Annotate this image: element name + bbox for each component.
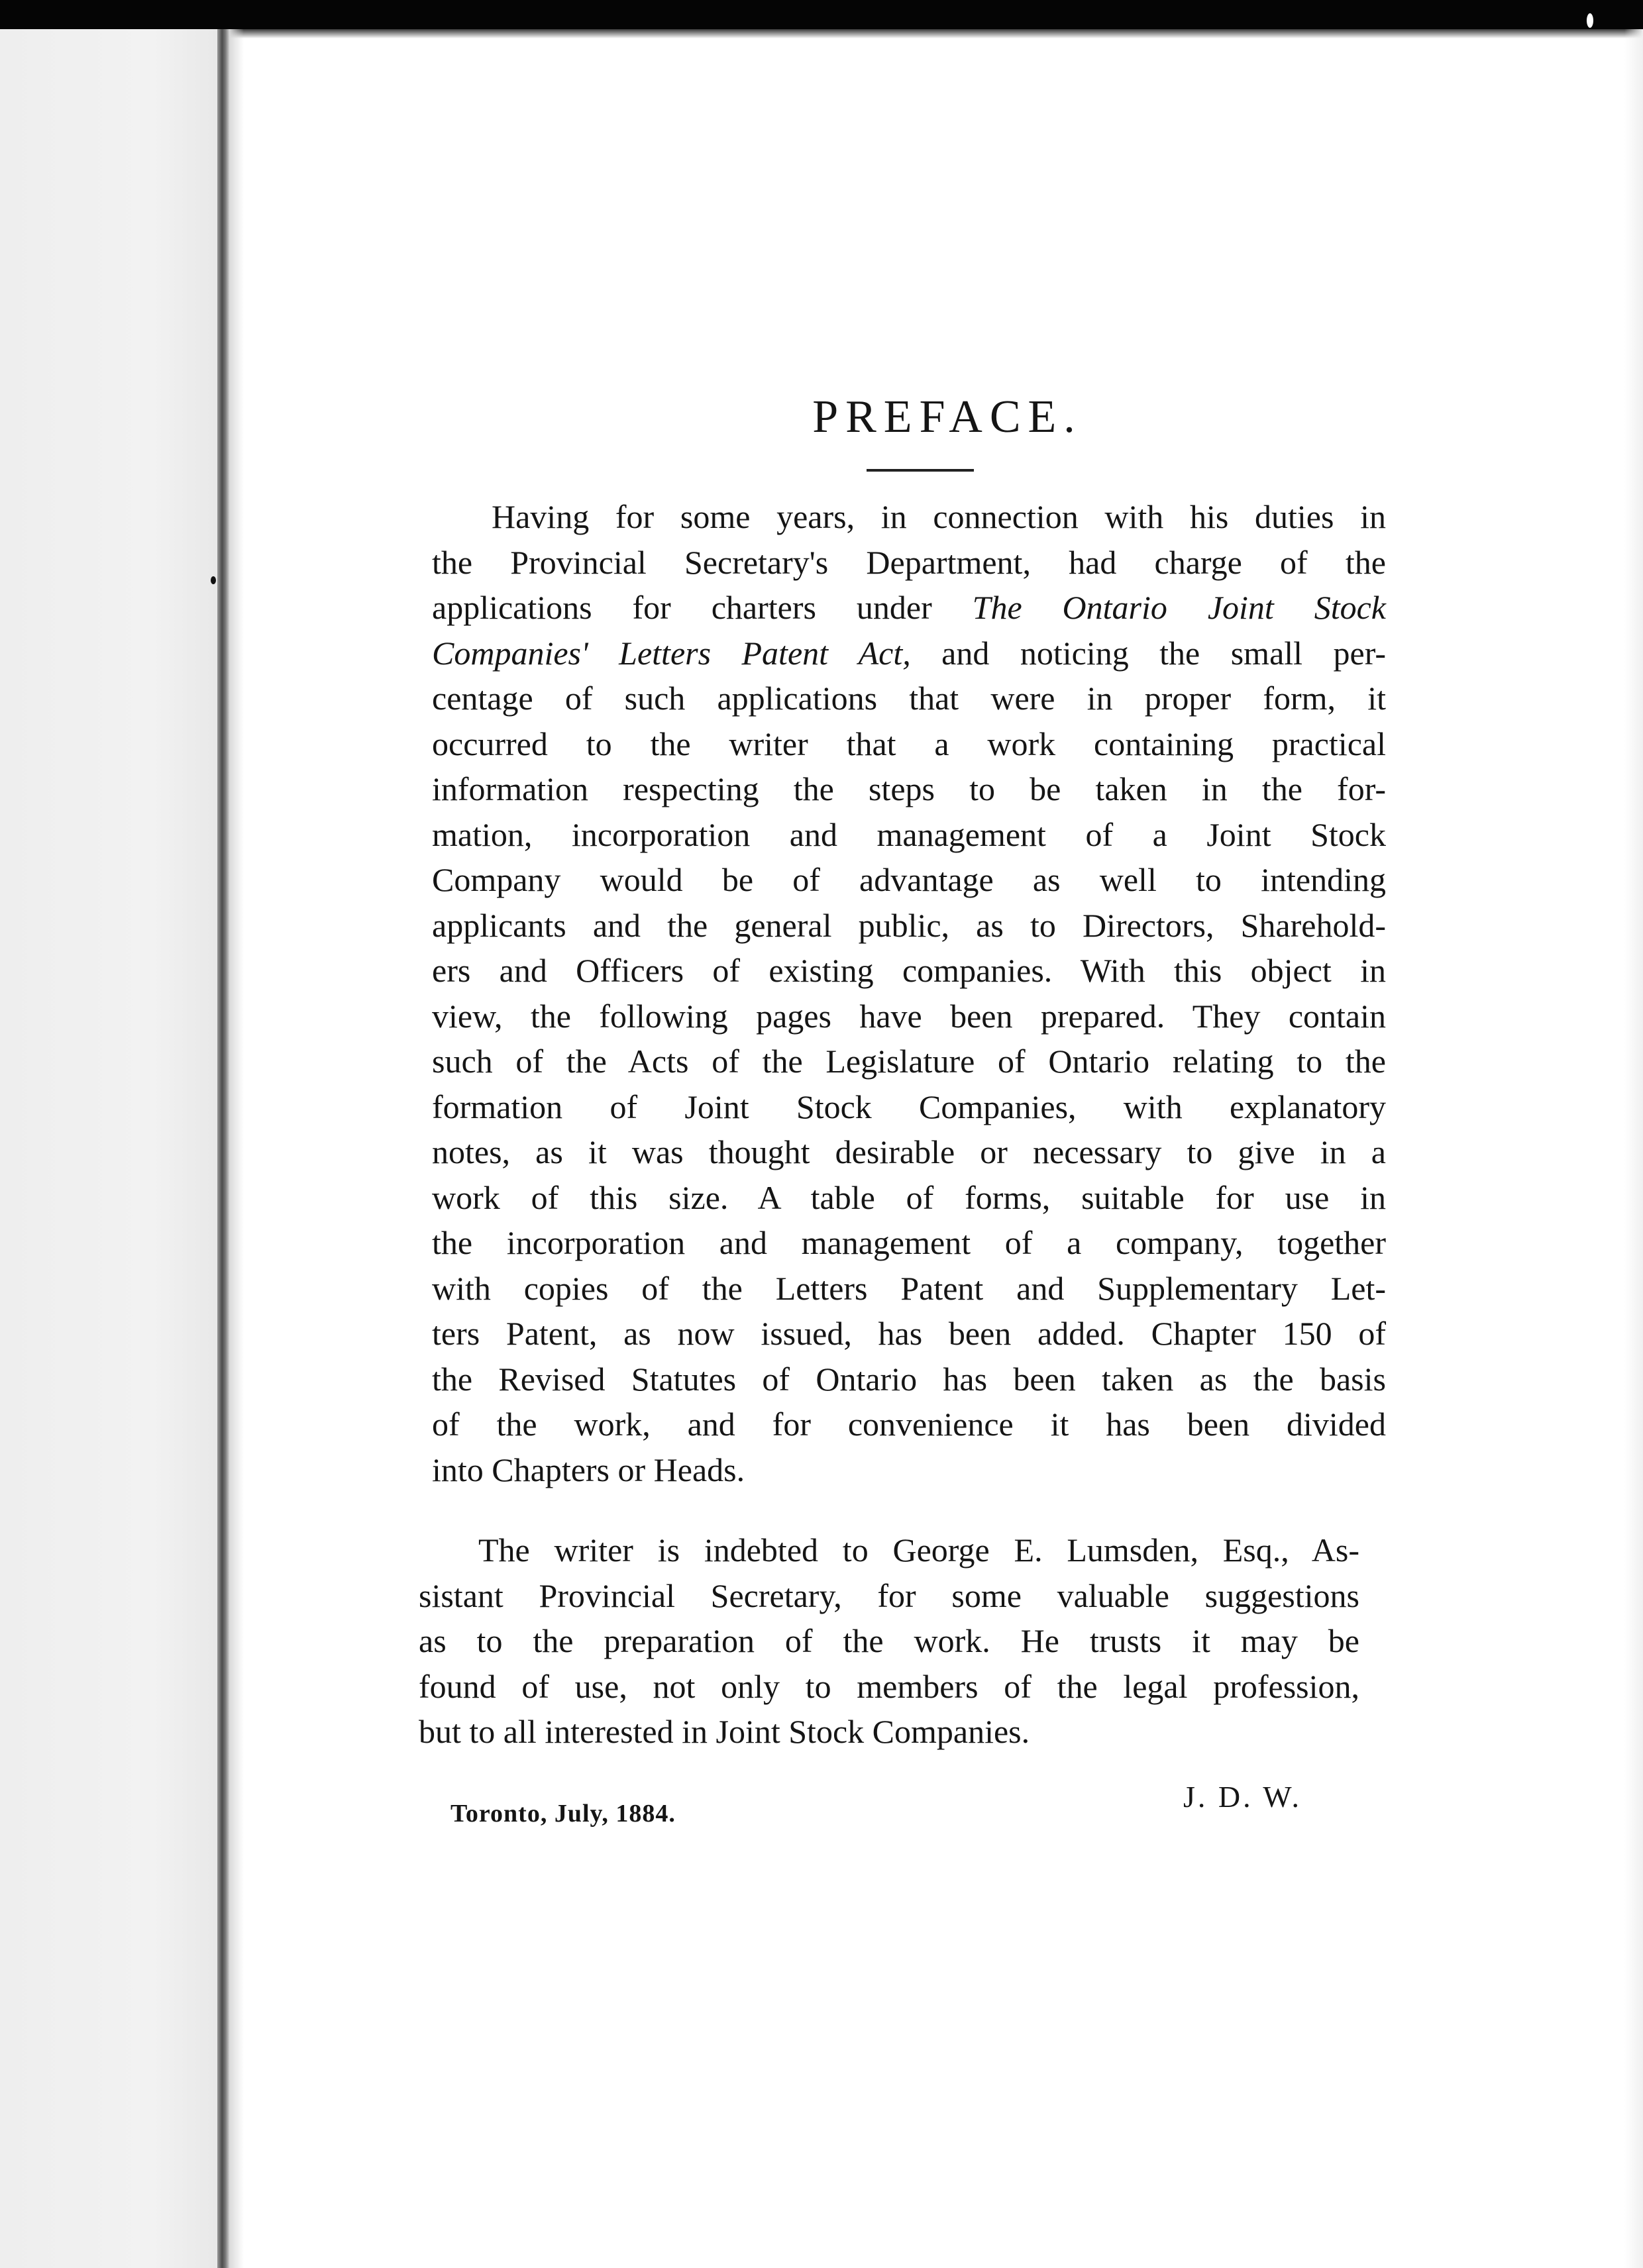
text-line [432,631,1386,676]
left-flyleaf [0,29,217,2268]
preface-paragraph-2 [419,1527,1359,1755]
text-fragment: applications for charters under [432,589,932,626]
scan-top-border [0,0,1643,29]
act-title-italic: The Ontario Joint Stock [972,589,1386,626]
text-line: but to all interested in Joint Stock Companies. [419,1713,1030,1750]
text-line: the incorporation and management of a company, together [432,1224,1386,1261]
gutter-shadow [229,29,244,2268]
text-line: work of this size. A table of forms, suitable for use in [432,1178,1386,1216]
text-fragment: and noticing the small per- [910,634,1386,672]
text-line: found of use, not only to members of the legal profession, [419,1667,1359,1705]
text-line: sistant Provincial Secretary, for some valuable suggestions [419,1576,1359,1614]
text-line: such of the Acts of the Legislature of Ontario relating to the [432,1043,1386,1080]
text-line: occurred to the writer that a work containing practical [432,725,1386,762]
text-line: the Revised Statutes of Ontario has been taken as the basis [432,1360,1386,1398]
author-initials: J. D. W. [1183,1780,1302,1814]
text-line: applicants and the general public, as to Directors, Sharehold- [432,906,1386,944]
text-line: ters Patent, as now issued, has been added. Chapter 150 of [432,1315,1386,1352]
text-line: the Provincial Secretary's Department, had charge of the [432,543,1386,581]
text-line [432,585,1386,631]
text-line: view, the following pages have been prepared. They contain [432,997,1386,1035]
text-line: notes, as it was thought desirable or necessary to give in a [432,1133,1386,1170]
text-line: ers and Officers of existing companies. With this object in [432,952,1386,989]
page-right-edge [1624,29,1643,2268]
title-rule [867,469,974,472]
text-line: into Chapters or Heads. [432,1451,745,1488]
text-line: of the work, and for convenience it has been divided [432,1406,1386,1443]
page-title: PREFACE. [812,391,1083,442]
text-line: with copies of the Letters Patent and Supplementary Let- [432,1269,1386,1307]
text-line: mation, incorporation and management of a Joint Stock [432,815,1386,853]
text-line: as to the preparation of the work. He trusts it may be [419,1622,1359,1659]
scan-speck [211,576,216,584]
text-line: centage of such applications that were in proper form, it [432,680,1386,717]
text-line: Company would be of advantage as well to intending [432,861,1386,898]
scan-speck [1587,13,1593,28]
text-line: The writer is indebted to George E. Lumsden, Esq., As- [478,1531,1359,1569]
preface-paragraph-1 [432,494,1386,1492]
place-and-date: Toronto, July, 1884. [450,1800,676,1828]
act-title-italic: Companies' Letters Patent Act, [432,634,911,672]
text-line: Having for some years, in connection with his duties in [492,498,1386,535]
text-line: information respecting the steps to be taken in the for- [432,770,1386,807]
text-line: formation of Joint Stock Companies, with explanatory [432,1088,1386,1125]
book-gutter [217,29,229,2268]
scan-top-border-fade [0,29,1643,38]
